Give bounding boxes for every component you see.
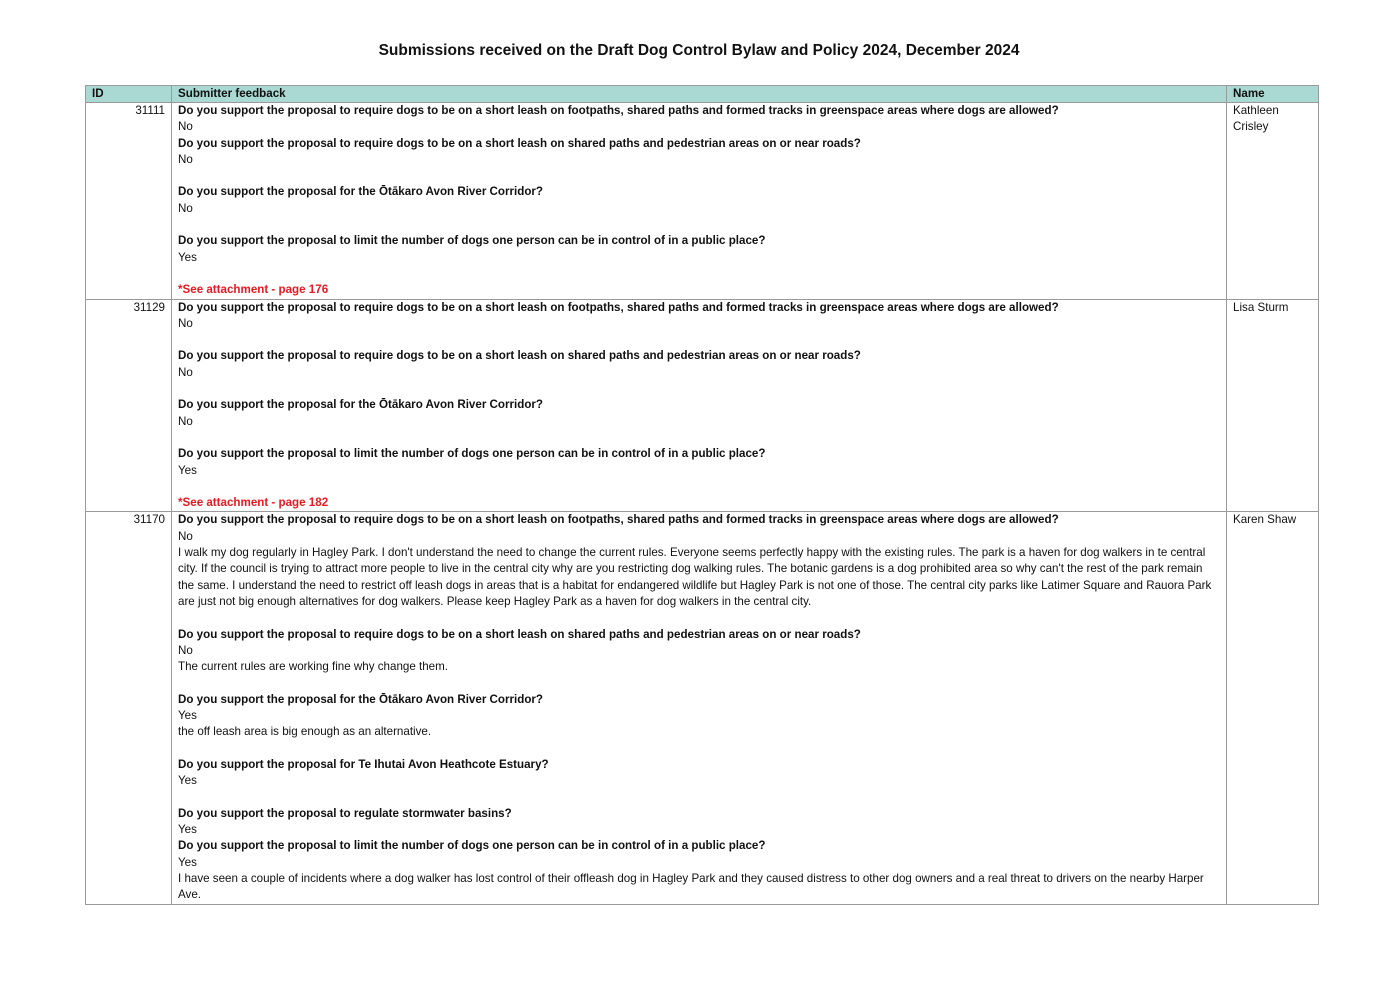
feedback-question: Do you support the proposal to limit the number of dogs one person can be in control of in a public place? [178, 839, 766, 853]
table-row [86, 512, 1319, 904]
feedback-question: Do you support the proposal to require dogs to be on a short leash on footpaths, shared paths and formed tracks in greenspace areas where dogs are allowed? [178, 513, 1059, 527]
submitter-name: Lisa Sturm [1227, 299, 1319, 512]
feedback-answer: No [178, 120, 193, 134]
feedback-question: Do you support the proposal to require dogs to be on a short leash on shared paths and pedestrian areas on or near roads? [178, 136, 861, 150]
feedback-answer: Yes [178, 463, 197, 477]
feedback-question: Do you support the proposal to regulate stormwater basins? [178, 806, 512, 820]
submitter-feedback-cell [172, 103, 1227, 300]
feedback-answer: No [178, 529, 193, 543]
spacer [178, 168, 1220, 184]
document-title: Submissions received on the Draft Dog Control Bylaw and Policy 2024, December 2024 [378, 42, 1020, 59]
submission-id: 31111 [86, 103, 172, 300]
feedback-question: Do you support the proposal to limit the number of dogs one person can be in control of in a public place? [178, 234, 766, 248]
feedback-question: Do you support the proposal for the Ōtākaro Avon River Corridor? [178, 398, 544, 412]
feedback-answer: Yes [178, 823, 197, 837]
submitter-feedback-cell [172, 512, 1227, 904]
feedback-answer: No [178, 152, 193, 166]
feedback-answer: No [178, 365, 193, 379]
feedback-question: Do you support the proposal to require dogs to be on a short leash on shared paths and pedestrian areas on or near roads? [178, 627, 861, 641]
column-header-feedback: Submitter feedback [172, 86, 1227, 103]
feedback-question: Do you support the proposal to require dogs to be on a short leash on footpaths, shared paths and formed tracks in greenspace areas where dogs are allowed? [178, 300, 1059, 314]
feedback-answer: Yes [178, 708, 197, 722]
table-row [86, 103, 1319, 300]
table-header-row [86, 86, 1319, 103]
column-header-name: Name [1227, 86, 1319, 103]
feedback-comment: I walk my dog regularly in Hagley Park. I don't understand the need to change the current rules. Everyone seems perfectly happy with the existing rules. The park is a haven for dog walkers in te central city. If the council is trying to attract more people to live in the central city why are you restricting dog walking rules. The botanic gardens is a dog prohibited area so why can't the rest of the park remain the same. I understand the need to restrict off leash dogs in areas that is a habitat for endangered wildlife but Hagley Park is not one of those. The central city parks like Latimer Square and Rauora Park are just not big enough alternatives for dog walkers. Please keep Hagley Park as a haven for dog walkers in the central city. [178, 546, 1212, 608]
feedback-answer: No [178, 643, 193, 657]
feedback-comment: The current rules are working fine why change them. [178, 660, 449, 674]
submitter-name: Kathleen Crisley [1227, 103, 1319, 300]
feedback-comment: I have seen a couple of incidents where a dog walker has lost control of their offleash dog in Hagley Park and they caused distress to other dog owners and a real threat to drivers on the nearby Harper Ave. [178, 871, 1204, 902]
feedback-question: Do you support the proposal to limit the number of dogs one person can be in control of in a public place? [178, 447, 766, 461]
attachment-reference: *See attachment - page 182 [178, 496, 329, 510]
spacer [178, 266, 1220, 282]
attachment-reference: *See attachment - page 176 [178, 283, 329, 297]
feedback-answer: No [178, 414, 193, 428]
spacer [178, 430, 1220, 446]
submission-id: 31129 [86, 299, 172, 512]
spacer [178, 479, 1220, 495]
feedback-answer: Yes [178, 855, 197, 869]
submitter-feedback-cell [172, 299, 1227, 512]
feedback-question: Do you support the proposal for the Ōtākaro Avon River Corridor? [178, 185, 544, 199]
spacer [178, 381, 1220, 397]
feedback-answer: No [178, 316, 193, 330]
spacer [178, 332, 1220, 348]
spacer [178, 610, 1220, 626]
spacer [178, 217, 1220, 233]
feedback-question: Do you support the proposal to require dogs to be on a short leash on footpaths, shared paths and formed tracks in greenspace areas where dogs are allowed? [178, 104, 1059, 117]
feedback-comment: the off leash area is big enough as an alternative. [178, 725, 432, 739]
feedback-answer: No [178, 201, 193, 215]
feedback-answer: Yes [178, 250, 197, 264]
feedback-question: Do you support the proposal for Te Ihutai Avon Heathcote Estuary? [178, 757, 549, 771]
spacer [178, 675, 1220, 691]
spacer [178, 789, 1220, 805]
table-row [86, 299, 1319, 512]
submission-id: 31170 [86, 512, 172, 904]
column-header-id: ID [86, 86, 172, 103]
feedback-question: Do you support the proposal for the Ōtākaro Avon River Corridor? [178, 692, 544, 706]
feedback-answer: Yes [178, 774, 197, 788]
submissions-table [85, 85, 1319, 905]
feedback-question: Do you support the proposal to require dogs to be on a short leash on shared paths and pedestrian areas on or near roads? [178, 349, 861, 363]
spacer [178, 741, 1220, 757]
submitter-name: Karen Shaw [1227, 512, 1319, 904]
